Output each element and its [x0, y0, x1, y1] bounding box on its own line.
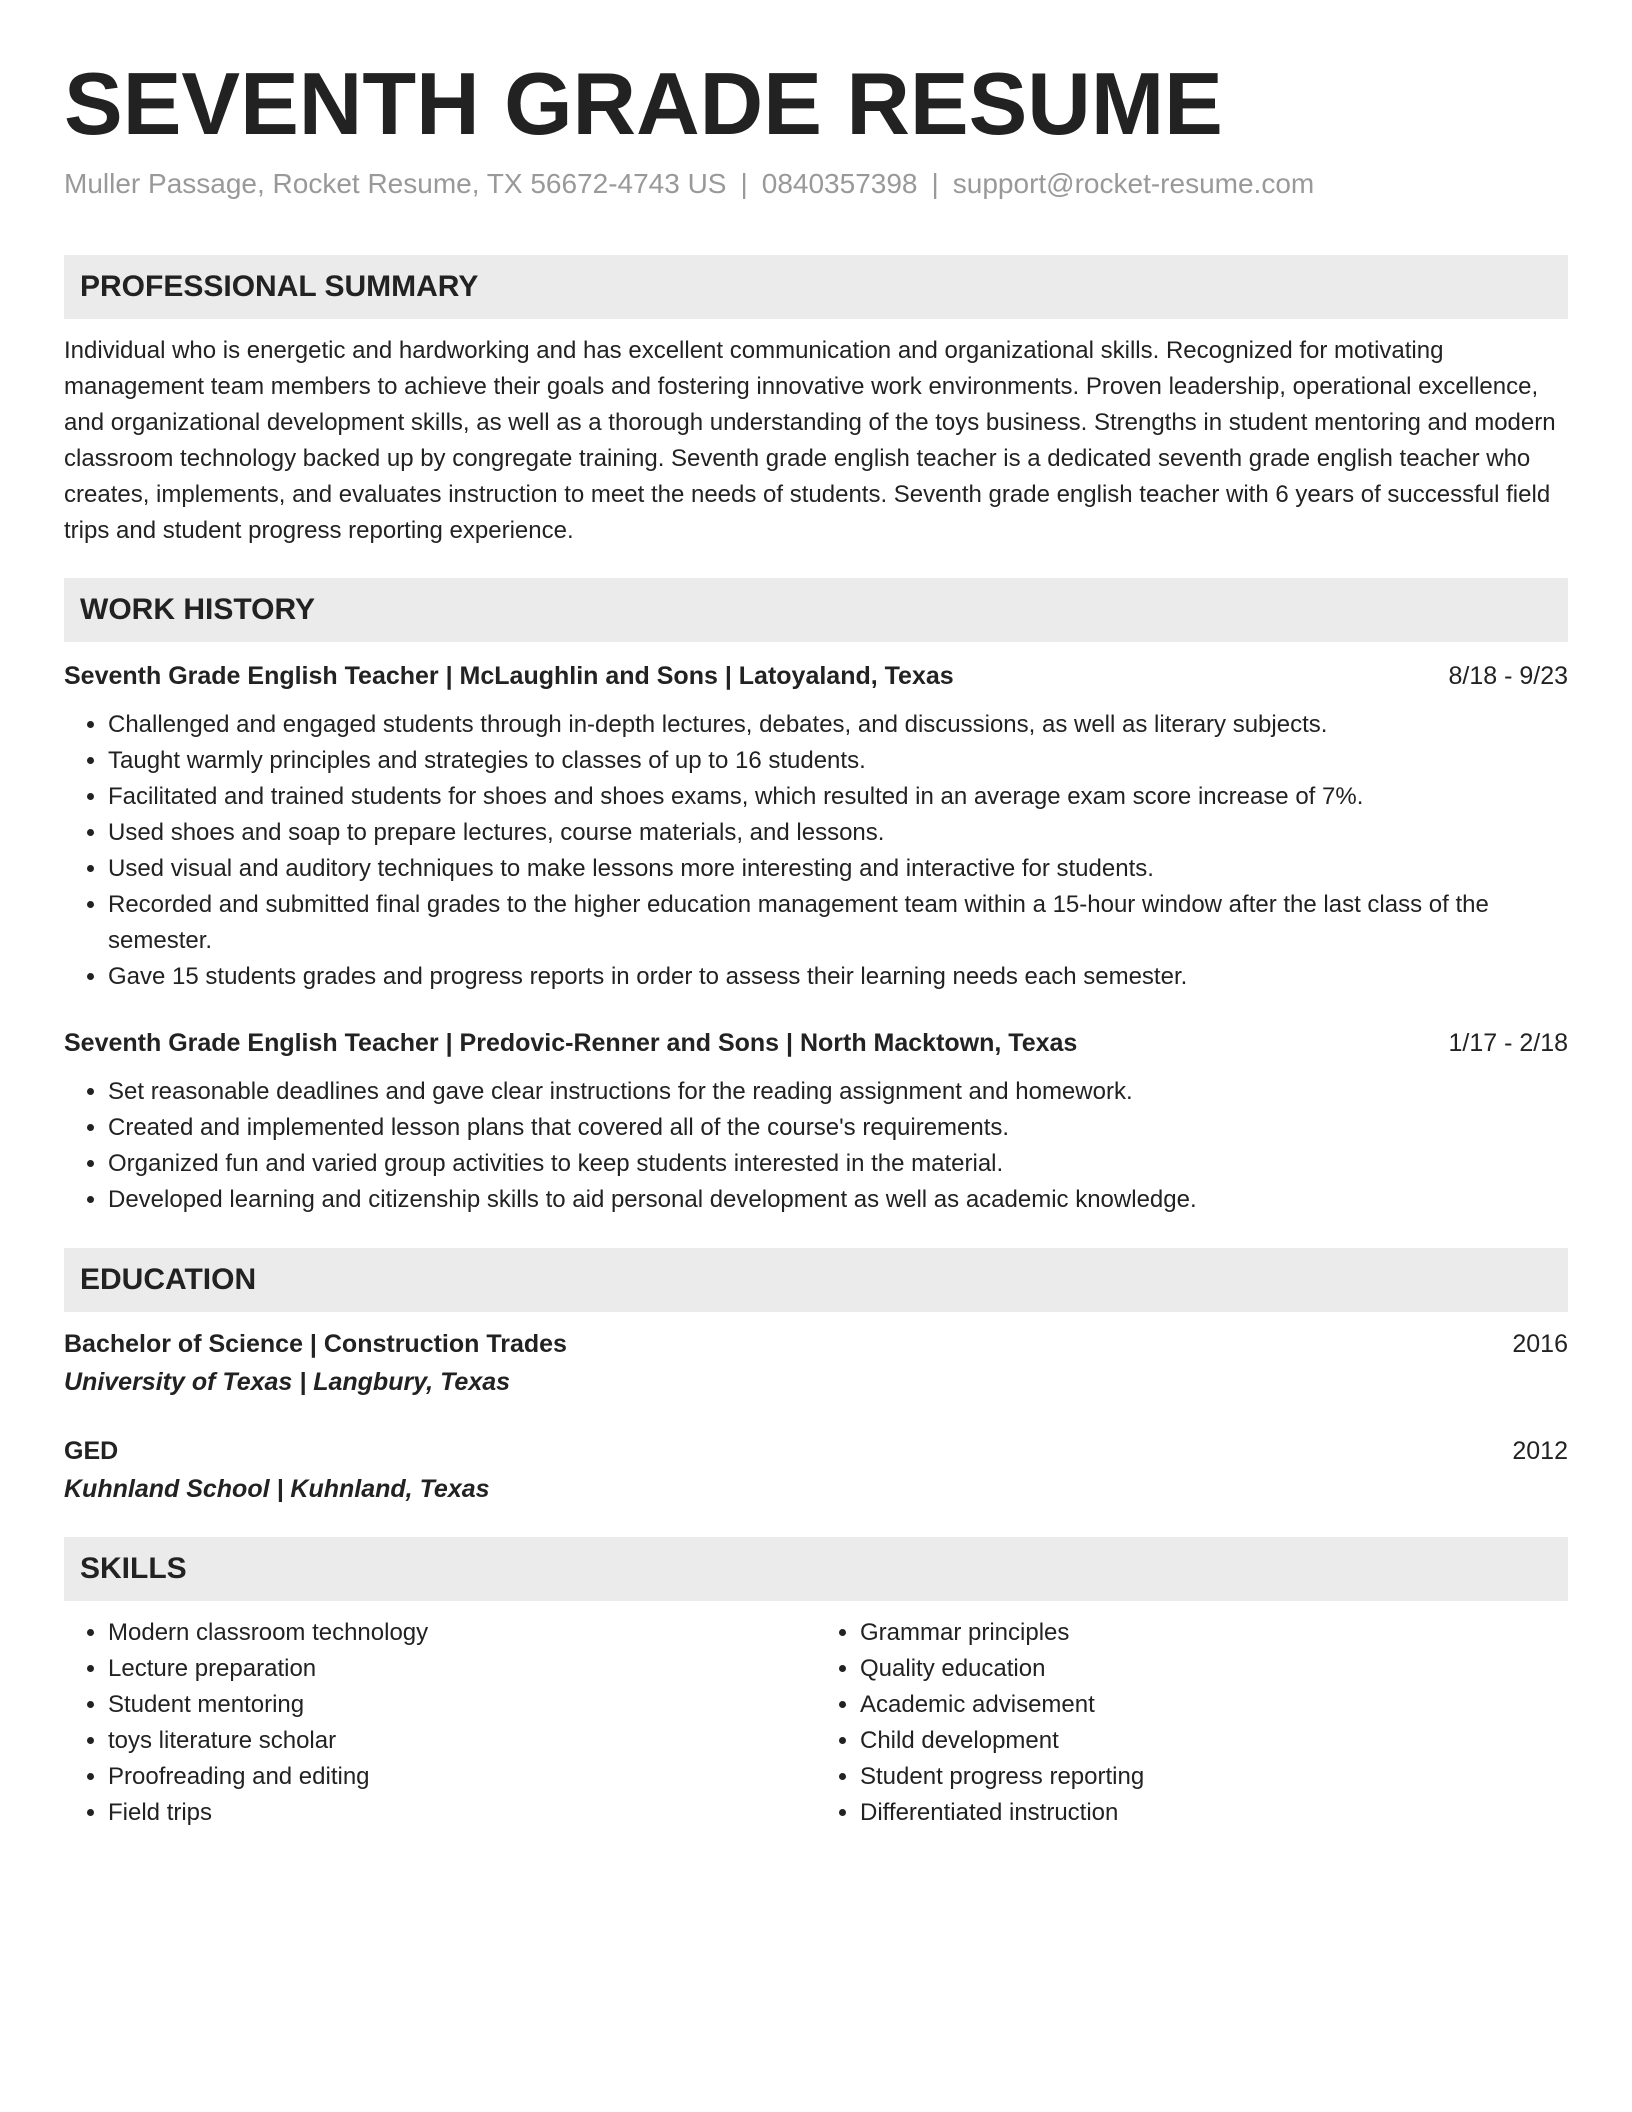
skill-item: • Student progress reporting [860, 1759, 1568, 1795]
education-header [64, 1326, 1568, 1362]
job-dates: 8/18 - 9/23 [1448, 662, 1568, 690]
section-header-work-history: WORK HISTORY [64, 578, 1568, 642]
job-header [64, 1025, 1568, 1061]
skill-item: • Grammar principles [860, 1615, 1568, 1651]
job-header [64, 658, 1568, 694]
contact-phone: 0840357398 [761, 168, 918, 199]
job-entry [64, 1025, 1568, 1218]
job-entry [64, 658, 1568, 995]
education-school: University of Texas | Langbury, Texas [64, 1368, 511, 1396]
job-bullet: • Created and implemented lesson plans that covered all of the course's requirements. [108, 1110, 1568, 1146]
job-bullet: • Gave 15 students grades and progress reports in order to assess their learning needs each semester. [108, 959, 1568, 995]
contact-line [64, 166, 1568, 202]
job-bullet: • Used visual and auditory techniques to make lessons more interesting and interactive for students. [108, 851, 1568, 887]
skill-item: • Proofreading and editing [108, 1759, 816, 1795]
skill-item: • Child development [860, 1723, 1568, 1759]
job-bullet: • Used shoes and soap to prepare lectures, course materials, and lessons. [108, 815, 1568, 851]
education-school: Kuhnland School | Kuhnland, Texas [64, 1475, 490, 1503]
education-year: 2012 [1512, 1437, 1568, 1465]
job-bullets [64, 707, 1568, 995]
job-bullet: • Organized fun and varied group activities to keep students interested in the material. [108, 1146, 1568, 1182]
skill-item: • toys literature scholar [108, 1723, 816, 1759]
skill-item: • Lecture preparation [108, 1651, 816, 1687]
contact-address: Muller Passage, Rocket Resume, TX 56672-4743 US [64, 168, 727, 199]
job-bullet: • Developed learning and citizenship skills to aid personal development as well as academic knowledge. [108, 1182, 1568, 1218]
skills-list [64, 1615, 1568, 1831]
skill-item: • Quality education [860, 1651, 1568, 1687]
job-bullets [64, 1074, 1568, 1218]
summary-text: Individual who is energetic and hardworking and has excellent communication and organizational skills. Recognized for motivating management team members to achieve their goals and fostering innovative work environments. Proven leadership, operational excellence, and organizational development skills, as well as a thorough understanding of the toys business. Strengths in student mentoring and modern classroom technology backed up by congregate training. Seventh grade english teacher is a dedicated seventh grade english teacher who creates, implements, and evaluates instruction to meet the needs of students. Seventh grade english teacher with 6 years of successful field trips and student progress reporting experience. [64, 337, 1556, 544]
contact-separator: | [740, 168, 748, 199]
job-dates: 1/17 - 2/18 [1448, 1029, 1568, 1057]
skills-column-left [64, 1615, 816, 1831]
skill-item: • Differentiated instruction [860, 1795, 1568, 1831]
job-bullet: • Challenged and engaged students through in-depth lectures, debates, and discussions, as well as literary subjects. [108, 707, 1568, 743]
contact-email: support@rocket-resume.com [952, 168, 1315, 199]
education-year: 2016 [1512, 1330, 1568, 1358]
job-title: Seventh Grade English Teacher | McLaughlin and Sons | Latoyaland, Texas [64, 662, 954, 690]
job-bullet: • Set reasonable deadlines and gave clear instructions for the reading assignment and homework. [108, 1074, 1568, 1110]
skill-item: • Modern classroom technology [108, 1615, 816, 1651]
education-entry [64, 1326, 1568, 1400]
job-title: Seventh Grade English Teacher | Predovic-Renner and Sons | North Macktown, Texas [64, 1029, 1078, 1057]
job-bullet: • Taught warmly principles and strategies to classes of up to 16 students. [108, 743, 1568, 779]
education-header [64, 1433, 1568, 1469]
contact-separator: | [931, 168, 939, 199]
section-header-summary: PROFESSIONAL SUMMARY [64, 255, 1568, 319]
education-entry [64, 1433, 1568, 1507]
job-bullet: • Facilitated and trained students for shoes and shoes exams, which resulted in an average exam score increase of 7%. [108, 779, 1568, 815]
resume-title: SEVENTH GRADE RESUME [64, 54, 1223, 153]
job-bullet: • Recorded and submitted final grades to the higher education management team within a 15-hour window after the last class of the semester. [108, 887, 1568, 959]
section-header-skills: SKILLS [64, 1537, 1568, 1601]
education-degree: GED [64, 1437, 119, 1465]
skill-item: • Field trips [108, 1795, 816, 1831]
skill-item: • Academic advisement [860, 1687, 1568, 1723]
skills-column-right [816, 1615, 1568, 1831]
education-degree: Bachelor of Science | Construction Trades [64, 1330, 567, 1358]
section-header-education: EDUCATION [64, 1248, 1568, 1312]
skill-item: • Student mentoring [108, 1687, 816, 1723]
